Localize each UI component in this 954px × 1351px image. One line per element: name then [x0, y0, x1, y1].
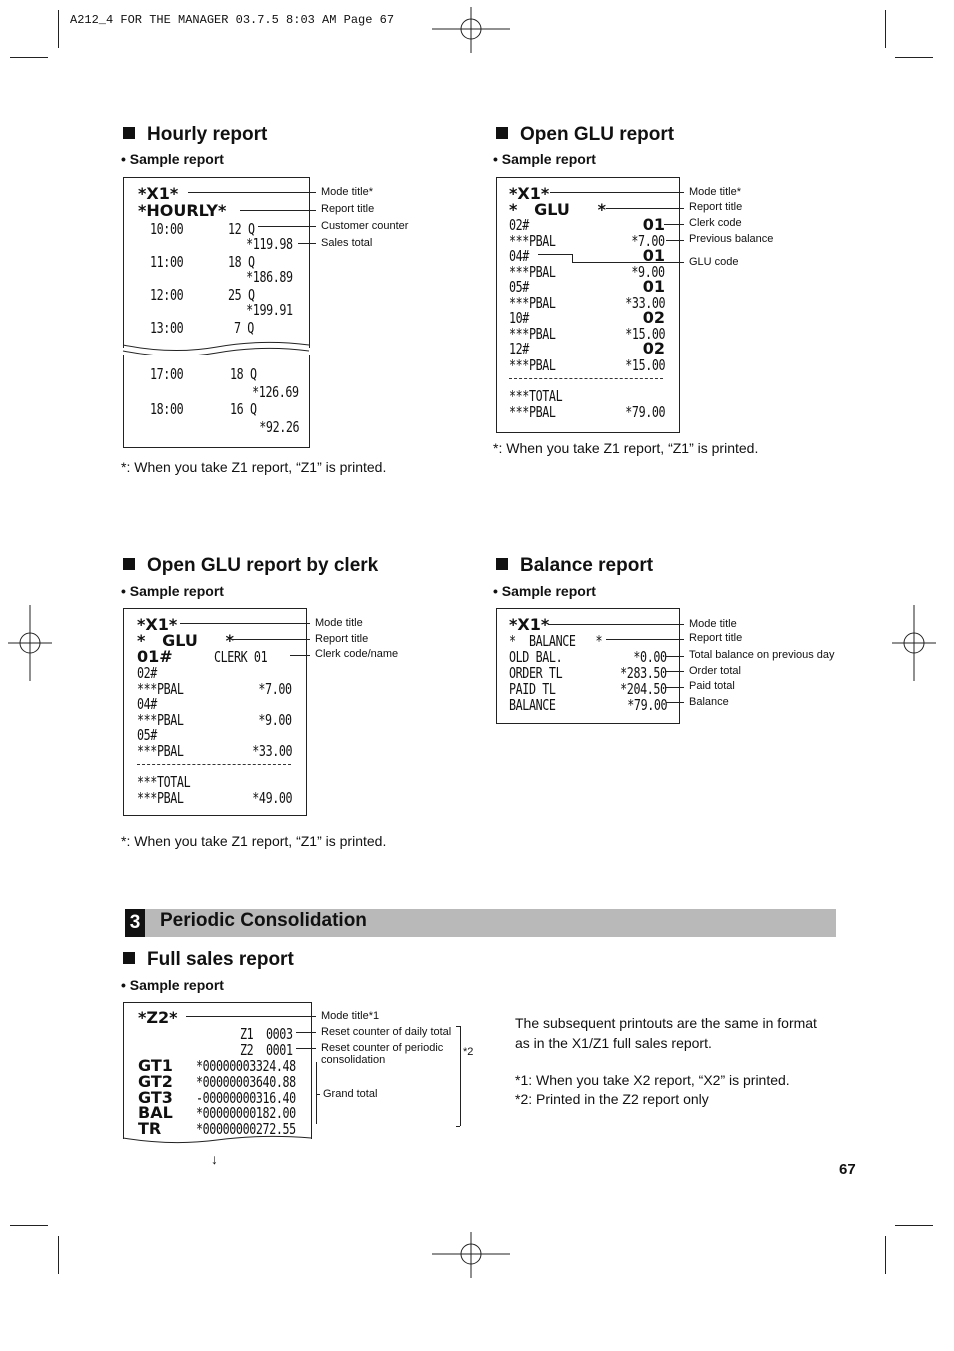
sample-report-label: • Sample report	[493, 151, 596, 167]
open-glu-receipt	[496, 177, 680, 433]
square-bullet-icon	[123, 558, 135, 570]
callout-glu-code: GLU code	[689, 256, 739, 268]
callout-report-title: Report title	[321, 203, 375, 215]
grand-total-value: *00000000272.55	[196, 1120, 296, 1138]
previous-balance: *7.00	[631, 232, 665, 250]
hourly-report-heading: Hourly report	[123, 124, 267, 146]
crop-mark	[10, 57, 48, 58]
pbal-label: ***PBAL	[509, 263, 556, 281]
glu-code: 04#	[137, 695, 157, 713]
mode-title: *Z2*	[138, 1008, 178, 1027]
section-title: Periodic Consolidation	[160, 910, 367, 931]
callout-line	[180, 623, 310, 624]
glu-code: 05#	[509, 278, 529, 296]
grand-total-label: GT3	[138, 1088, 173, 1107]
crop-mark	[885, 10, 886, 48]
old-balance-label: OLD BAL.	[509, 648, 563, 666]
registration-mark-icon	[432, 1230, 512, 1280]
open-glu-by-clerk-heading: Open GLU report by clerk	[123, 555, 378, 577]
sales-total: *186.89	[246, 268, 293, 286]
customer-count: 25 Q	[228, 286, 255, 304]
report-title: * GLU *	[137, 631, 235, 650]
sample-report-label: • Sample report	[121, 977, 224, 993]
previous-balance: *33.00	[252, 742, 292, 760]
glu-code: 12#	[509, 340, 529, 358]
customer-count: 12 Q	[228, 220, 255, 238]
callout-line	[666, 240, 684, 241]
pbal-label: ***PBAL	[137, 680, 184, 698]
callout-report-title: Report title	[689, 201, 743, 213]
glu-code: 02#	[509, 216, 529, 234]
grand-total-value: -00000000316.40	[196, 1089, 296, 1107]
mode-title: *X1*	[509, 184, 550, 203]
grand-total-value: *00000000182.00	[196, 1104, 296, 1122]
pbal-label: ***PBAL	[509, 403, 556, 421]
callout-previous-balance: Previous balance	[689, 233, 774, 245]
hour-time: 17:00	[150, 365, 184, 383]
square-bullet-icon	[123, 952, 135, 964]
full-sales-report-heading: Full sales report	[123, 949, 294, 971]
previous-balance: *7.00	[258, 680, 292, 698]
mode-title: *X1*	[509, 615, 550, 634]
separator-line	[509, 378, 663, 379]
order-total-label: ORDER TL	[509, 664, 563, 682]
callout-balance: Balance	[689, 696, 729, 708]
callout-line	[606, 639, 684, 640]
clerk-code: 01#	[137, 647, 173, 666]
pbal-label: ***PBAL	[137, 789, 184, 807]
total-label: ***TOTAL	[509, 387, 563, 405]
grand-total-label: BAL	[138, 1103, 173, 1122]
callout-customer-counter: Customer counter	[321, 220, 409, 232]
callout-line	[538, 254, 572, 255]
callout-mode-title: Mode title	[315, 617, 363, 629]
print-header: A212_4 FOR THE MANAGER 03.7.5 8:03 AM Page 67	[70, 13, 395, 27]
sample-report-label: • Sample report	[121, 583, 224, 599]
callout-line	[240, 210, 316, 211]
bracket-tick	[456, 1026, 460, 1027]
pbal-label: ***PBAL	[509, 294, 556, 312]
callout-periodic-reset-counter: Reset counter of periodic consolidation	[321, 1042, 444, 1066]
callout-line	[298, 243, 316, 244]
pbal-label: ***PBAL	[509, 325, 556, 343]
grand-total-label: GT2	[138, 1072, 173, 1091]
crop-mark	[10, 1225, 48, 1226]
grand-total-value: *00000003324.48	[196, 1057, 296, 1075]
bracket-tick	[456, 1126, 460, 1127]
callout-line	[548, 624, 684, 625]
counter-value: 0001	[266, 1041, 293, 1059]
tear-line	[122, 1134, 312, 1148]
counter-label: Z2	[240, 1041, 254, 1059]
crop-mark	[895, 1225, 933, 1226]
callout-line	[232, 639, 310, 640]
sales-total: *119.98	[246, 235, 293, 253]
grand-total-label: TR	[138, 1119, 162, 1138]
hourly-receipt-bottom	[123, 355, 310, 448]
hour-time: 12:00	[150, 286, 184, 304]
crop-mark	[58, 10, 59, 48]
old-balance-value: *0.00	[633, 648, 667, 666]
total-balance: *49.00	[252, 789, 292, 807]
customer-count: 7 Q	[234, 319, 254, 337]
clerk-name: CLERK 01	[214, 648, 268, 666]
glu-code: 04#	[509, 247, 529, 265]
counter-value: 0003	[266, 1025, 293, 1043]
crop-mark	[895, 57, 933, 58]
paid-total-value: *204.50	[620, 680, 667, 698]
balance-receipt	[496, 608, 680, 724]
open-glu-footnote: *: When you take Z1 report, “Z1” is printed.	[493, 440, 759, 456]
bracket-note: *2	[463, 1046, 474, 1058]
callout-line	[572, 254, 573, 262]
callout-daily-reset-counter: Reset counter of daily total	[321, 1026, 452, 1038]
previous-balance: *15.00	[625, 356, 665, 374]
callout-paid-total: Paid total	[689, 680, 735, 692]
sales-total: *126.69	[252, 383, 299, 401]
callout-line	[664, 224, 684, 225]
crop-mark	[58, 1236, 59, 1274]
order-total-value: *283.50	[620, 664, 667, 682]
separator-line	[137, 764, 291, 765]
sample-report-label: • Sample report	[121, 151, 224, 167]
section-number: 3	[125, 909, 145, 937]
previous-balance: *9.00	[631, 263, 665, 281]
callout-line	[186, 1016, 316, 1017]
page-number: 67	[839, 1161, 856, 1178]
open-glu-clerk-footnote: *: When you take Z1 report, “Z1” is printed.	[121, 833, 387, 849]
report-title: * GLU *	[509, 200, 607, 219]
pbal-label: ***PBAL	[509, 356, 556, 374]
hour-time: 13:00	[150, 319, 184, 337]
callout-report-title: Report title	[315, 633, 369, 645]
callout-mode-title: Mode title	[689, 618, 737, 630]
clerk-code: 01	[642, 246, 665, 265]
report-title: *HOURLY*	[138, 201, 227, 220]
hour-time: 10:00	[150, 220, 184, 238]
customer-count: 18 Q	[230, 365, 257, 383]
grand-total-value: *00000003640.88	[196, 1073, 296, 1091]
footnote-2: *2: Printed in the Z2 report only	[515, 1091, 709, 1107]
format-note-paragraph: The subsequent printouts are the same in format as in the X1/Z1 full sales report.	[515, 1015, 817, 1051]
callout-sales-total: Sales total	[321, 237, 373, 249]
callout-line	[550, 192, 684, 193]
total-balance: *79.00	[625, 403, 665, 421]
previous-balance: *15.00	[625, 325, 665, 343]
grand-total-bracket	[316, 1062, 317, 1124]
glu-code: 05#	[137, 726, 157, 744]
balance-value: *79.00	[627, 696, 667, 714]
open-glu-report-heading: Open GLU report	[496, 124, 674, 146]
hour-time: 18:00	[150, 400, 184, 418]
callout-mode-title: Mode title*	[689, 186, 741, 198]
callout-previous-day-balance: Total balance on previous day	[689, 649, 835, 661]
square-bullet-icon	[123, 127, 135, 139]
callout-line	[316, 1094, 320, 1095]
callout-clerk-code: Clerk code	[689, 217, 742, 229]
registration-mark-icon	[8, 605, 52, 681]
mode-title: *X1*	[137, 615, 178, 634]
glu-code: 10#	[509, 309, 529, 327]
mode-title: *X1*	[138, 184, 179, 203]
callout-line	[296, 1048, 316, 1049]
previous-balance: *33.00	[625, 294, 665, 312]
callout-mode-title: Mode title*	[321, 186, 373, 198]
previous-balance: *9.00	[258, 711, 292, 729]
total-label: ***TOTAL	[137, 773, 191, 791]
pbal-label: ***PBAL	[509, 232, 556, 250]
counter-label: Z1	[240, 1025, 254, 1043]
callout-line	[258, 226, 316, 227]
callout-line	[290, 655, 310, 656]
callout-line	[666, 671, 684, 672]
callout-line	[572, 262, 684, 263]
pbal-label: ***PBAL	[137, 711, 184, 729]
registration-mark-icon	[892, 605, 936, 681]
callout-line	[188, 192, 316, 193]
callout-line	[606, 208, 684, 209]
report-title: * BALANCE *	[509, 632, 603, 650]
pbal-label: ***PBAL	[137, 742, 184, 760]
callout-line	[296, 1032, 316, 1033]
callout-clerk-code-name: Clerk code/name	[315, 648, 399, 660]
footnote-1: *1: When you take X2 report, “X2” is printed.	[515, 1072, 790, 1088]
crop-mark	[885, 1236, 886, 1274]
clerk-code: 02	[642, 308, 665, 327]
paid-total-label: PAID TL	[509, 680, 556, 698]
hourly-footnote: *: When you take Z1 report, “Z1” is printed.	[121, 459, 387, 475]
registration-mark-icon	[432, 5, 512, 55]
callout-report-title: Report title	[689, 632, 743, 644]
balance-label: BALANCE	[509, 696, 556, 714]
glu-code: 02#	[137, 664, 157, 682]
callout-line	[666, 687, 684, 688]
customer-count: 18 Q	[228, 253, 255, 271]
square-bullet-icon	[496, 127, 508, 139]
grand-total-label: GT1	[138, 1056, 173, 1075]
square-bullet-icon	[496, 558, 508, 570]
hourly-receipt	[123, 177, 310, 348]
balance-report-heading: Balance report	[496, 555, 653, 577]
callout-line	[666, 702, 684, 703]
clerk-code: 02	[642, 339, 665, 358]
continue-arrow-icon: ↓	[211, 1151, 218, 1167]
clerk-code: 01	[642, 215, 665, 234]
sales-total: *92.26	[259, 418, 299, 436]
customer-count: 16 Q	[230, 400, 257, 418]
z2-only-bracket	[460, 1026, 461, 1126]
full-sales-receipt	[123, 1002, 312, 1139]
sample-report-label: • Sample report	[493, 583, 596, 599]
callout-order-total: Order total	[689, 665, 741, 677]
callout-line	[666, 656, 684, 657]
callout-mode-title: Mode title*1	[321, 1010, 380, 1022]
hour-time: 11:00	[150, 253, 184, 271]
sales-total: *199.91	[246, 301, 293, 319]
clerk-code: 01	[642, 277, 665, 296]
callout-grand-total: Grand total	[323, 1088, 378, 1100]
